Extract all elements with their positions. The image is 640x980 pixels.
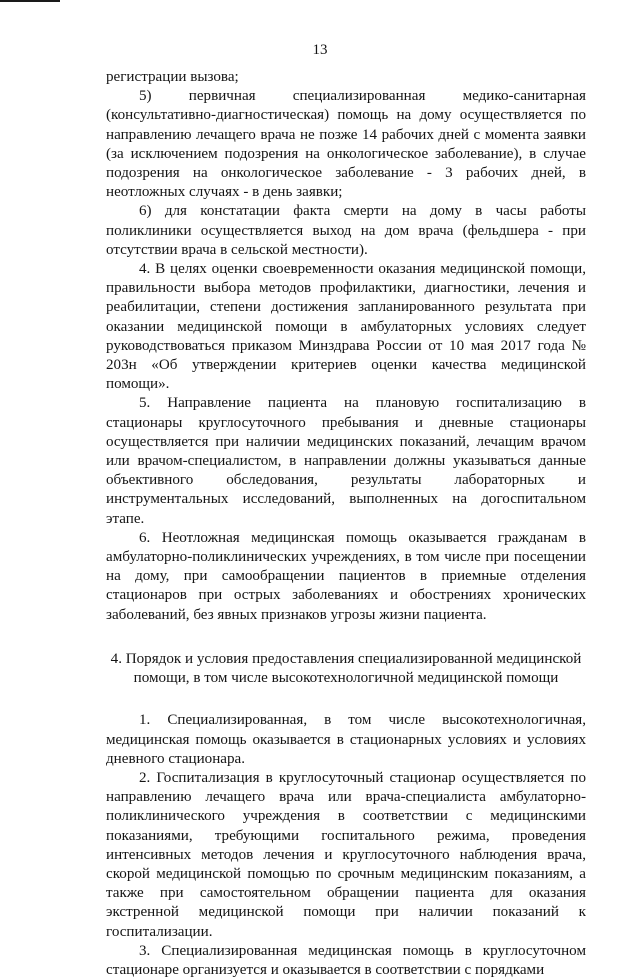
- paragraph-section-clause-1: 1. Специализированная, в том числе высокотехнологичная, медицинская помощь оказывается в стационарных условиях и условиях дневного стационара.: [106, 712, 586, 767]
- paragraph-section-clause-2: 2. Госпитализация в круглосуточный стационар осуществляется по направлению лечащего врача или врача-специалиста амбулаторно-поликлинического учреждения в соответствии с медицинскими показаниями, требующими госпитального режима, проведения интенсивных методов лечения и круглосуточного наблюдения врача, скорой медицинской помощью по срочным медицинским показаниям, а также при самостоятельном обращении пациента для оказания экстренной медицинской помощи при наличии показаний к госпитализации.: [106, 769, 586, 940]
- section-heading-line-2: помощи, в том числе высокотехнологичной медицинской помощи: [133, 670, 559, 687]
- paragraph-clause-4: 4. В целях оценки своевременности оказания медицинской помощи, правильности выбора методов профилактики, диагностики, лечения и реабилитации, степени достижения запланированного результата при оказании медицинской помощи в амбулаторных условиях следует руководствоваться приказом Минздрава России от 10 мая 2017 года № 203н «Об утверждении критериев оценки качества медицинской помощи».: [106, 261, 586, 393]
- section-heading: [106, 650, 586, 688]
- top-edge-mark: [0, 0, 60, 2]
- paragraph-continuation: регистрации вызова;: [106, 69, 239, 85]
- paragraph-item-6: 6) для констатации факта смерти на дому в часы работы поликлиники осуществляется выход на дом врача (фельдшера - при отсутствии врача в сельской местности).: [106, 203, 586, 258]
- paragraph-section-clause-3: 3. Специализированная медицинская помощь в круглосуточном стационаре организуется и оказывается в соответствии с порядками: [106, 942, 586, 978]
- section-heading-line-1: 4. Порядок и условия предоставления специализированной медицинской: [110, 650, 582, 667]
- paragraph-clause-6: 6. Неотложная медицинская помощь оказывается гражданам в амбулаторно-поликлинических учреждениях, в том числе при посещении на дому, при самообращении пациентов в приемные отделения стационаров при острых заболеваниях и обострениях хронических заболеваний, без явных признаков угрозы жизни пациента.: [106, 529, 586, 623]
- paragraph-item-5: 5) первичная специализированная медико-санитарная (консультативно-диагностическая) помощь на дому осуществляется по направлению лечащего врача не позже 14 рабочих дней с момента заявки (за исключением подозрения на онкологическое заболевание), в случае подозрения на онкологическое заболевание - 3 рабочих дней, в неотложных случаях - в день заявки;: [106, 88, 586, 201]
- page-number: 13: [312, 42, 328, 58]
- paragraph-clause-5: 5. Направление пациента на плановую госпитализацию в стационары круглосуточного пребывания и дневные стационары осуществляется при наличии медицинских показаний, лечащим врачом или врачом-специалистом, в направлении должны указываться данные объективного обследования, результаты лабораторных и инструментальных исследований, выполненных на догоспитальном этапе.: [106, 395, 586, 527]
- document-body: [106, 68, 586, 980]
